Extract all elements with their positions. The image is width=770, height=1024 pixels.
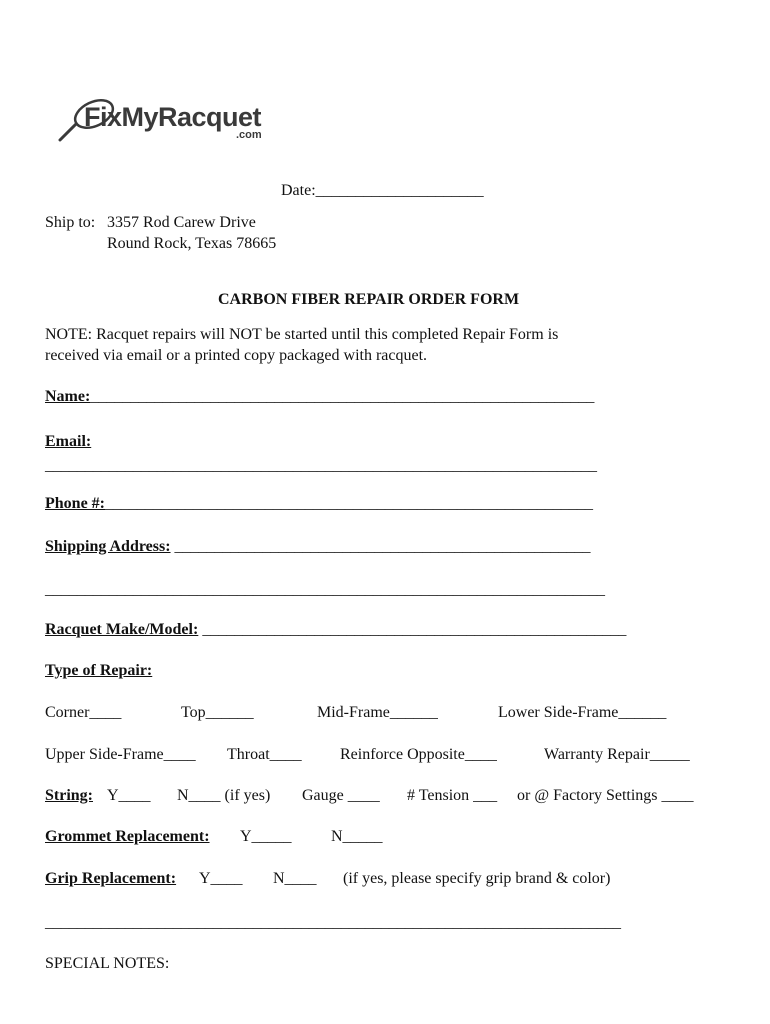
repair-lower-side-frame[interactable]: Lower Side-Frame______ xyxy=(498,704,667,721)
repair-top[interactable]: Top______ xyxy=(181,704,254,721)
racquet-model-input[interactable]: _____________________________________________________ xyxy=(198,621,627,638)
note-line-2: received via email or a printed copy packaged with racquet. xyxy=(45,347,428,364)
grommet-label: Grommet Replacement: xyxy=(45,828,210,845)
email-label: Email: xyxy=(45,433,92,450)
repair-mid-frame[interactable]: Mid-Frame______ xyxy=(317,704,438,721)
repair-upper-side-frame[interactable]: Upper Side-Frame____ xyxy=(45,746,196,763)
logo-domain-text: .com xyxy=(236,129,262,141)
string-yes[interactable]: Y____ xyxy=(107,787,151,804)
fixmyracquet-logo xyxy=(58,96,273,148)
repair-warranty[interactable]: Warranty Repair_____ xyxy=(544,746,690,763)
phone-row xyxy=(45,494,593,514)
string-factory-settings[interactable]: or @ Factory Settings ____ xyxy=(517,787,694,804)
string-no[interactable]: N____ (if yes) xyxy=(177,787,271,804)
repair-type-label: Type of Repair: xyxy=(45,662,153,679)
shipping-address-input[interactable]: ____________________________________________________ xyxy=(170,538,591,555)
shipping-address-input-2[interactable]: ______________________________________________________________________ xyxy=(45,581,605,598)
shipping-address-label: Shipping Address: xyxy=(45,538,171,555)
repair-throat[interactable]: Throat____ xyxy=(227,746,302,763)
repair-corner[interactable]: Corner____ xyxy=(45,704,122,721)
name-label: Name: xyxy=(45,388,91,405)
name-input[interactable]: _______________________________________________________________ xyxy=(90,388,595,405)
grip-label: Grip Replacement: xyxy=(45,870,177,887)
logo-brand-text: FixMyRacquet xyxy=(84,102,262,132)
grip-hint: (if yes, please specify grip brand & color) xyxy=(343,870,611,887)
note-line-1: NOTE: Racquet repairs will NOT be started until this completed Repair Form is xyxy=(45,326,559,343)
string-gauge[interactable]: Gauge ____ xyxy=(302,787,380,804)
form-title: CARBON FIBER REPAIR ORDER FORM xyxy=(218,291,520,308)
racquet-model-label: Racquet Make/Model: xyxy=(45,621,199,638)
string-label: String: xyxy=(45,787,93,804)
grip-yes[interactable]: Y____ xyxy=(199,870,243,887)
date-field[interactable]: Date:_____________________ xyxy=(281,182,484,199)
grommet-no[interactable]: N_____ xyxy=(331,828,383,845)
grommet-yes[interactable]: Y_____ xyxy=(240,828,292,845)
grip-details-input[interactable]: ________________________________________________________________________ xyxy=(45,914,621,931)
repair-reinforce-opposite[interactable]: Reinforce Opposite____ xyxy=(340,746,497,763)
string-tension[interactable]: # Tension ___ xyxy=(407,787,498,804)
phone-input[interactable]: _____________________________________________________________ xyxy=(105,495,593,512)
ship-to-city: Round Rock, Texas 78665 xyxy=(107,235,277,252)
email-input[interactable]: _____________________________________________________________________ xyxy=(45,457,597,474)
ship-to-label: Ship to: xyxy=(45,214,96,231)
shipping-row xyxy=(45,537,591,557)
grip-no[interactable]: N____ xyxy=(273,870,317,887)
special-notes-label: SPECIAL NOTES: xyxy=(45,955,170,972)
phone-label: Phone #: xyxy=(45,495,105,512)
name-row xyxy=(45,387,594,407)
racquet-row xyxy=(45,620,626,640)
ship-to-street: 3357 Rod Carew Drive xyxy=(107,214,256,231)
